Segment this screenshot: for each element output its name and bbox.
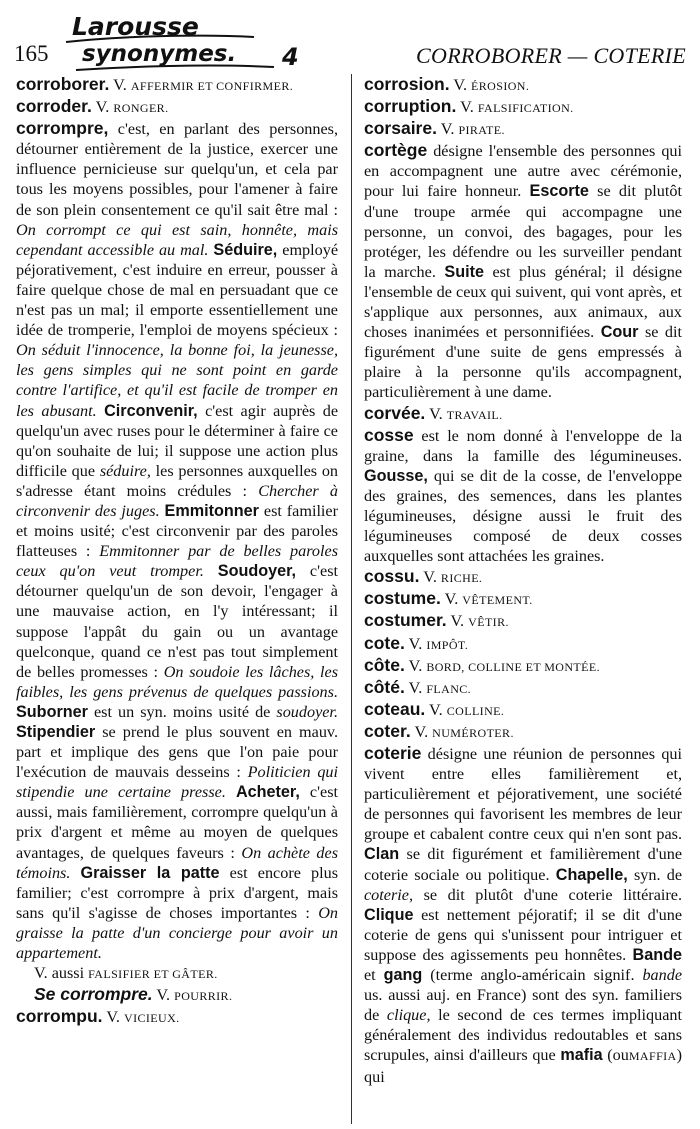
italic-term: bande	[642, 966, 683, 985]
synonym-term: Bande	[632, 945, 682, 964]
definition-text: ) qui	[364, 1046, 682, 1086]
entry-cote	[364, 633, 682, 655]
running-head: CORROBORER — COTERIE	[416, 43, 686, 68]
definition-text: est nettement péjoratif; il se dit d'une coterie de gens qui s'unissent pour intriguer et suppose des agissements peu honnêtes.	[364, 905, 682, 964]
definition-text: employé péjorativement, c'est induire en erreur, pousser à faire quelque chose de mal en persuadant que ce n'est pas un mal; il emporte essentiellement une idée de tromperie, l'emploi de moyens spécieux :	[16, 240, 339, 340]
definition-text: est un syn. moins usité de	[94, 702, 271, 721]
cross-reference: FLANC.	[426, 681, 472, 696]
headword: côté.	[364, 676, 405, 697]
cross-reference: FALSIFIER ET GÂTER.	[88, 967, 218, 982]
headword: corroborer.	[16, 74, 110, 94]
synonym-term: Escorte	[529, 182, 589, 201]
definition-text: est le nom donné à l'enveloppe de la graine, dans la famille des légumineuses.	[364, 426, 683, 465]
entry-coter	[364, 721, 682, 743]
cross-reference: NUMÉROTER.	[432, 725, 514, 740]
entry-cosse	[364, 425, 682, 567]
entry-corrompu	[16, 1006, 338, 1028]
synonym-term: Acheter,	[235, 783, 300, 802]
handwriting-underline-strokes	[62, 12, 312, 74]
cross-reference: ÉROSION.	[471, 79, 530, 93]
headword: cote.	[364, 632, 405, 653]
headword: coterie	[364, 743, 422, 763]
synonym-term: Soudoyer,	[217, 562, 297, 581]
example-text: On corrompt ce qui est sain, honnête, mais cependant accessible au mal.	[16, 220, 338, 259]
definition-text: c'est, en parlant des personnes, détourner entièrement de la justice, exercer une influence pernicieuse sur quelqu'un, et cela par tous les moyens possibles, pour l'amener à faire de son plein consentement ce qu'il sait être mal :	[16, 120, 339, 219]
definition-text: est plus général; il désigne l'ensemble de ceux qui suivent, qui vont après, et s'applique aux personnes, aux animaux, aux choses inanimées et personnifiées.	[364, 262, 683, 342]
see-marker: V.	[429, 700, 443, 719]
headword: corrompre,	[16, 118, 109, 139]
cross-reference: VICIEUX.	[124, 1011, 180, 1026]
headword: cosse	[364, 424, 414, 445]
synonym-term: Clique	[364, 905, 414, 924]
definition-text: se dit plutôt d'une troupe armée qui accompagne une personne, un convoi, des bagages, pour les protéger, les défendre ou les surveiller pendant la marche.	[364, 182, 682, 281]
handwritten-mark: 4	[282, 43, 299, 71]
see-marker: V.	[444, 590, 459, 609]
see-marker: V.	[460, 98, 474, 117]
cross-reference: PIRATE.	[458, 123, 505, 138]
entry-cote-hill	[364, 655, 682, 677]
example-text: Emmitonner par de belles paroles ceux qu'on veut tromper.	[16, 542, 338, 581]
headword: corrosion.	[364, 74, 450, 94]
see-marker: V.	[106, 1008, 120, 1027]
definition-text: se dit figurément d'une suite de gens empressés à plaire à la personne qu'ils accompagnent, particulièrement à une dame.	[364, 323, 683, 402]
entry-se-corrompre	[16, 984, 338, 1006]
see-marker: V.	[113, 76, 127, 94]
definition-text: se prend le plus souvent en mauv. part et implique des gens que l'on paie pour l'exécution de mauvais desseins :	[16, 723, 339, 782]
synonym-term: Stipendier	[16, 723, 96, 741]
synonym-term: gang	[383, 966, 423, 985]
example-text: On graisse la patte d'un concierge pour avoir un appartement.	[16, 903, 339, 963]
example-text: On achète des témoins.	[16, 843, 338, 882]
cross-reference: VÊTIR.	[468, 615, 509, 630]
example-text: On soudoie les lâches, les faibles, les gens prévenus de quelques passions.	[16, 662, 338, 701]
definition-text: et	[364, 966, 376, 985]
headword: cossu.	[364, 566, 420, 587]
italic-term: séduire,	[99, 461, 151, 480]
headword: costumer.	[364, 610, 447, 631]
synonym-term: mafia	[560, 1046, 603, 1065]
definition-text: c'est aussi, mais familièrement, corrompre quelqu'un à prix d'argent et même au moyen de quelques avantages, de quelques faveurs :	[16, 783, 339, 862]
definition-text: le second de ces termes impliquant généralement des individus redoutables et sans scrupules, ainsi d'ailleurs que	[364, 1006, 683, 1065]
handwritten-annotation	[62, 12, 312, 74]
headword: côte.	[364, 654, 405, 675]
cross-reference: AFFERMIR ET CONFIRMER.	[130, 79, 294, 93]
headword: corrompu.	[16, 1006, 103, 1027]
definition-text: se dit figurément et familièrement d'une coterie sociale ou politique.	[364, 845, 683, 884]
example-text: On séduit l'innocence, la bonne foi, la jeunesse, les gens simples qui ne sont point en garde contre l'artifice, et qu'il est facile de tromper en les abusant.	[16, 341, 338, 420]
see-marker: V.	[423, 568, 437, 587]
headword: corvée.	[364, 402, 426, 423]
handwritten-title-2: synonymes.	[82, 41, 237, 67]
cross-reference: COLLINE.	[446, 703, 505, 718]
headword: corroder.	[16, 96, 92, 117]
right-column	[364, 74, 682, 1087]
entry-corruption	[364, 96, 682, 118]
definition-text: se dit plutôt d'une coterie littéraire.	[423, 885, 682, 904]
cross-reference: TRAVAIL.	[446, 407, 503, 422]
entry-costumer	[364, 610, 682, 632]
headword: coteau.	[364, 698, 426, 719]
entry-corrompre	[16, 118, 338, 963]
see-marker: V.	[95, 98, 110, 117]
column-divider	[351, 74, 352, 1124]
see-marker: V.	[429, 404, 443, 423]
synonym-term: Suborner	[16, 702, 88, 721]
see-marker: V. aussi	[34, 964, 85, 983]
entry-corsaire	[364, 118, 682, 140]
see-marker: V.	[450, 612, 465, 631]
left-column	[16, 74, 338, 1028]
entry-corroder	[16, 96, 338, 118]
definition-text: désigne l'ensemble des personnes qui en accompagnent une autre avec cérémonie, pour lui faire honneur.	[364, 142, 683, 201]
cross-reference: POURRIR.	[174, 989, 233, 1004]
cross-reference: VÊTEMENT.	[462, 593, 533, 608]
definition-text: c'est agir auprès de quelqu'un avec ruses pour le déterminer à faire ce qu'on souhaite de lui; il suppose une action plus difficile que	[16, 401, 339, 480]
synonym-term: Circonvenir,	[104, 401, 198, 420]
entry-corvee	[364, 403, 682, 425]
see-marker: V.	[414, 722, 429, 741]
definition-text: (terme anglo-américain signif.	[430, 966, 635, 985]
definition-text: les personnes auxquelles on s'adresse étant moins crédules :	[16, 461, 339, 500]
italic-term: clique,	[386, 1006, 431, 1025]
page-header	[10, 8, 686, 70]
definition-text: est encore plus familier; c'est corrompre à prix d'argent, mais sans qu'il s'agisse de choses importantes :	[16, 863, 339, 922]
synonym-term: Emmitonner	[164, 501, 259, 520]
entry-coterie	[364, 743, 682, 1087]
headword: coter.	[364, 720, 411, 741]
see-marker: V.	[156, 986, 171, 1005]
italic-term: coterie,	[364, 885, 413, 904]
page-number: 165	[14, 41, 49, 66]
definition-text: c'est détourner quelqu'un de son devoir, l'engager à une mauvaise action, en l'y intéressant; il suppose l'appât du gain ou un avantage quelconque, quand ce n'est pas tout simplement de belles promesses :	[16, 562, 338, 681]
definition-text: est familier et moins usité; c'est circonvenir par des paroles flatteuses :	[16, 501, 339, 561]
synonym-term: Gousse,	[364, 466, 428, 485]
cross-reference: RONGER.	[113, 101, 169, 116]
example-text: Politicien qui stipendie une certaine presse.	[16, 763, 338, 802]
see-marker: V.	[408, 656, 423, 675]
synonym-term: Clan	[364, 845, 400, 864]
synonym-term: Séduire,	[213, 240, 278, 259]
definition-text: qui se dit de la cosse, de l'enveloppe des graines, des semences, dans les plantes légumineuses, désigne aussi le fruit des légumineuses composé de deux cosses auxquelles sont attachées les graines.	[364, 466, 682, 566]
cross-reference: RICHE.	[440, 571, 483, 586]
example-text: Chercher à circonvenir des juges.	[16, 481, 338, 520]
headword: corsaire.	[364, 118, 437, 139]
headword: costume.	[364, 588, 441, 609]
entry-cote-side	[364, 677, 682, 699]
synonym-term: Suite	[444, 262, 484, 281]
synonym-term: Chapelle,	[555, 865, 628, 884]
headword: Se corrompre.	[34, 984, 153, 1005]
synonym-term: Graisser la patte	[80, 863, 220, 882]
entry-costume	[364, 588, 682, 610]
entry-corrosion	[364, 74, 682, 96]
headword: corruption.	[364, 96, 457, 117]
entry-coteau	[364, 699, 682, 721]
definition-text: us. aussi auj. en France) sont des syn. familiers de	[364, 986, 682, 1025]
definition-text: désigne une réunion de personnes qui vivent entre elles familièrement et, particulièrement et péjorativement, une société de personnes qui favorisent les membres de leur groupe et cabalent contre ceux qui n'en sont pas.	[364, 745, 683, 844]
see-marker: V.	[440, 120, 455, 139]
see-marker: V.	[408, 634, 423, 653]
entry-cossu	[364, 566, 682, 588]
headword: cortège	[364, 140, 428, 161]
entry-corrompre-see-also	[16, 963, 338, 984]
handwritten-title-1: Larousse	[72, 12, 199, 41]
definition-text: syn. de	[633, 865, 683, 884]
italic-term: soudoyer.	[276, 702, 338, 721]
see-marker: V.	[453, 76, 467, 94]
see-marker: V.	[408, 678, 423, 697]
entry-cortege	[364, 140, 682, 402]
entry-corroborer	[16, 74, 338, 96]
synonym-term: Cour	[600, 323, 639, 342]
cross-reference: FALSIFICATION.	[477, 101, 574, 116]
cross-reference: BORD, COLLINE ET MONTÉE.	[426, 659, 601, 674]
cross-reference: IMPÔT.	[426, 637, 469, 652]
definition-text: (ou	[607, 1046, 629, 1065]
cross-reference: MAFFIA	[628, 1049, 677, 1064]
